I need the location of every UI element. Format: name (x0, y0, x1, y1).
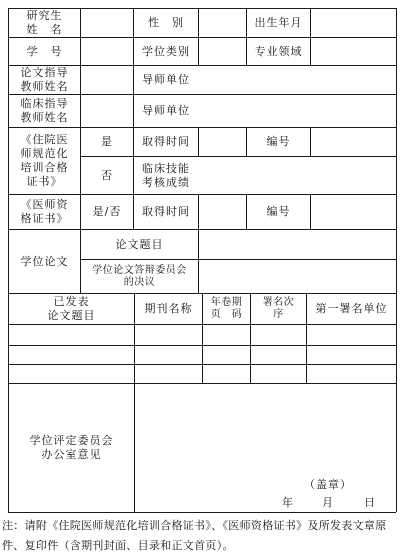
physician-acquire-time-value[interactable] (199, 195, 246, 229)
physician-acquire-time-label: 取得时间 (142, 205, 190, 218)
residency-acquire-time-label: 取得时间 (142, 135, 190, 148)
supervisor-unit-label: 导师单位 (142, 73, 190, 86)
major-label: 专业领域 (254, 44, 303, 58)
published-papers-label: 已发表 论文题目 (47, 295, 96, 322)
clinical-assessment-value[interactable] (199, 157, 396, 194)
birth-value[interactable] (311, 9, 396, 37)
student-id-value[interactable] (81, 38, 133, 65)
rule (396, 8, 397, 512)
date-day-label: 日 (364, 496, 376, 509)
thesis-title-label: 论文题目 (115, 237, 164, 251)
residency-number-value[interactable] (311, 128, 396, 156)
author-order-label: 署名次 序 (262, 297, 295, 320)
date-month-label: 月 (322, 496, 334, 509)
journal-name-label: 期刊名称 (144, 302, 193, 315)
gender-label: 性 别 (148, 16, 184, 29)
supervisor-unit-value[interactable] (199, 66, 396, 94)
researcher-name-value[interactable] (81, 9, 133, 37)
clinical-assessment-label: 临床技能 考核成绩 (142, 161, 190, 189)
residency-number-label: 编号 (266, 135, 291, 148)
thesis-supervisor-label: 论文指导 教师姓名 (20, 66, 69, 93)
residency-cert-label: 《住院医 师规范化 培训合格 证书》 (20, 133, 69, 188)
physician-cert-label: 《医师资 格证书》 (20, 198, 69, 225)
year-volume-label: 年卷期 页 码 (210, 297, 243, 320)
birth-label: 出生年月 (254, 16, 303, 29)
footnote: 注：请附《住院医师规范化培训合格证书》、《医师资格证书》及所发表文章原件、复印件（含期刊封面、目录和正文首页）。 (2, 519, 387, 552)
student-id-label: 学 号 (26, 44, 63, 58)
major-value[interactable] (311, 38, 396, 65)
gender-value[interactable] (199, 9, 246, 37)
researcher-name-label: 研究生 姓 名 (26, 9, 63, 36)
degree-thesis-label: 学位论文 (20, 254, 69, 268)
physician-number-label: 编号 (266, 205, 291, 218)
residency-acquire-time-value[interactable] (199, 128, 246, 156)
clinical-supervisor-unit-label: 导师单位 (142, 104, 190, 117)
residency-yes-label: 是 (101, 135, 113, 148)
table-row[interactable] (9, 346, 396, 364)
physician-number-value[interactable] (311, 195, 396, 229)
seal-label: （盖章） (304, 478, 352, 491)
table-row[interactable] (9, 325, 396, 345)
thesis-title-value[interactable] (199, 230, 396, 259)
committee-office-opinion[interactable] (135, 384, 396, 512)
physician-yes-no-label: 是/否 (92, 205, 122, 218)
thesis-supervisor-value[interactable] (81, 66, 133, 94)
degree-type-label: 学位类别 (142, 44, 190, 58)
residency-no-label: 否 (101, 168, 113, 182)
rule (8, 512, 396, 513)
clinical-supervisor-label: 临床指导 教师姓名 (20, 97, 69, 124)
clinical-supervisor-value[interactable] (81, 95, 133, 127)
date-year-label: 年 (282, 496, 294, 509)
first-author-unit-label: 第一署名单位 (315, 302, 388, 315)
clinical-supervisor-unit-value[interactable] (199, 95, 396, 127)
defense-resolution-value[interactable] (199, 260, 396, 293)
committee-office-label: 学位评定委员会 办公室意见 (29, 434, 114, 461)
table-row[interactable] (9, 365, 396, 383)
defense-resolution-label: 学位论文答辩委员会 的决议 (92, 264, 187, 288)
degree-type-value[interactable] (199, 38, 246, 65)
